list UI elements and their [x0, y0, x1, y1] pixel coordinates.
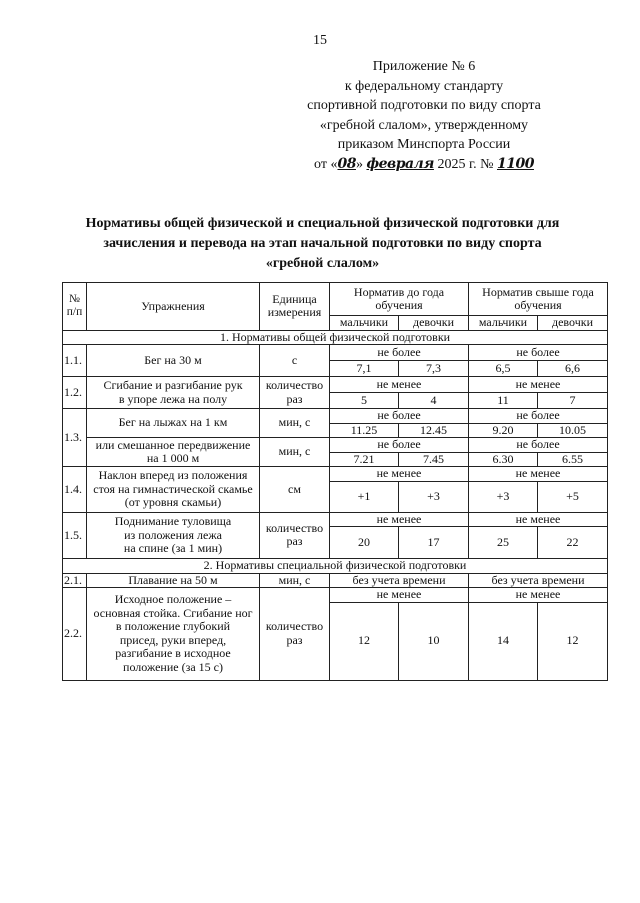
value-cell: 10 [399, 602, 469, 680]
condition-cell: не более [330, 438, 469, 453]
value-cell: 9.20 [469, 423, 538, 438]
condition-cell: не более [469, 438, 608, 453]
exercise-cell: Бег на лыжах на 1 км [87, 409, 260, 438]
value-cell: +3 [469, 481, 538, 512]
table-row [63, 573, 608, 588]
unit-cell: мин, с [260, 409, 330, 438]
header-girls: девочки [538, 316, 608, 331]
section-row [63, 559, 608, 574]
exercise-cell: Бег на 30 м [87, 345, 260, 377]
table-row [63, 345, 608, 361]
value-cell: 6.30 [469, 452, 538, 467]
appendix-header [274, 57, 574, 174]
unit-cell [260, 512, 330, 559]
value-cell: +3 [399, 481, 469, 512]
value-cell: 6.55 [538, 452, 608, 467]
value-cell: 25 [469, 527, 538, 559]
row-number: 1.4. [63, 467, 87, 513]
exercise-cell [87, 588, 260, 681]
section-row [63, 330, 608, 345]
row-number: 2.1. [63, 573, 87, 588]
value-cell: 20 [330, 527, 399, 559]
row-number: 2.2. [63, 588, 87, 681]
value-cell: 14 [469, 602, 538, 680]
condition-cell: не менее [469, 512, 608, 527]
row-number: 1.2. [63, 377, 87, 409]
exercise-cell [87, 512, 260, 559]
appendix-date-line [274, 155, 574, 175]
value-cell: 11.25 [330, 423, 399, 438]
table-row [63, 438, 608, 453]
exercise-line: на 1 000 м [146, 451, 200, 465]
condition-cell: не менее [330, 588, 469, 603]
date-mid: » [355, 156, 367, 172]
exercise-line: Наклон вперед из положения [98, 468, 248, 482]
value-cell: 17 [399, 527, 469, 559]
value-cell: 7 [538, 393, 608, 409]
exercise-cell [87, 438, 260, 467]
condition-cell: не менее [330, 512, 469, 527]
header-row [63, 283, 608, 316]
row-number: 1.3. [63, 409, 87, 467]
value-cell: 11 [469, 393, 538, 409]
condition-cell: не менее [469, 467, 608, 482]
exercise-line: или смешанное передвижение [95, 437, 251, 452]
title-line: Нормативы общей физической и специальной физической подготовки для [85, 216, 560, 231]
value-cell: +1 [330, 481, 399, 512]
unit-cell [260, 588, 330, 681]
value-cell: 12.45 [399, 423, 469, 438]
section-title: 2. Нормативы специальной физической подготовки [63, 559, 608, 574]
condition-cell: не более [330, 409, 469, 424]
exercise-line: положение (за 15 с) [123, 659, 223, 674]
value-cell: 7.45 [399, 452, 469, 467]
exercise-line: Сгибание и разгибание рук [103, 378, 243, 392]
row-number: 1.1. [63, 345, 87, 377]
section-title: 1. Нормативы общей физической подготовки [63, 330, 608, 345]
value-cell: 7,3 [399, 361, 469, 377]
condition-cell: не более [469, 345, 608, 361]
table-row [63, 409, 608, 424]
exercise-line: Поднимание туловища [114, 514, 232, 528]
table-row [63, 467, 608, 482]
value-cell: 5 [330, 393, 399, 409]
exercise-line: на спине (за 1 мин) [123, 541, 223, 555]
appendix-line: «гребной слалом», утвержденному [319, 117, 529, 133]
header-group-1: Норматив до года обучения [330, 283, 469, 316]
condition-cell: не менее [330, 467, 469, 482]
appendix-line: Приложение № 6 [372, 59, 476, 74]
value-cell: 22 [538, 527, 608, 559]
row-number: 1.5. [63, 512, 87, 559]
table-row [63, 588, 608, 603]
value-cell: 6,6 [538, 361, 608, 377]
condition-cell: не более [469, 409, 608, 424]
title-line: «гребной слалом» [265, 256, 380, 271]
date-day: 08 [337, 155, 356, 172]
value-cell: 10.05 [538, 423, 608, 438]
exercise-line: разгибание в исходное [115, 646, 231, 661]
exercise-line: стоя на гимнастической скамье [93, 481, 253, 496]
appendix-line: к федеральному стандарту [344, 78, 504, 94]
table-row [63, 377, 608, 393]
unit-line: раз [286, 534, 303, 549]
document-title [60, 214, 585, 274]
condition-cell: не менее [469, 377, 608, 393]
header-girls: девочки [399, 316, 469, 331]
order-number: 1100 [496, 155, 534, 172]
unit-line: раз [286, 391, 303, 406]
unit-line: количество [265, 378, 324, 392]
unit-cell: мин, с [260, 438, 330, 467]
value-cell: 4 [399, 393, 469, 409]
header-exercise: Упражнения [87, 283, 260, 331]
table-row [63, 512, 608, 527]
unit-line: количество [265, 520, 324, 535]
value-cell: без учета времени [330, 573, 469, 588]
exercise-cell: Плавание на 50 м [87, 573, 260, 588]
header-boys: мальчики [469, 316, 538, 331]
value-cell: 7.21 [330, 452, 399, 467]
value-cell: без учета времени [469, 573, 608, 588]
exercise-line: в положение глубокий [115, 619, 231, 634]
value-cell: +5 [538, 481, 608, 512]
condition-cell: не более [330, 345, 469, 361]
header-boys: мальчики [330, 316, 399, 331]
appendix-line: спортивной подготовки по виду спорта [307, 98, 541, 113]
unit-cell: см [260, 467, 330, 513]
exercise-line: из положения лежа [124, 527, 222, 542]
unit-cell: с [260, 345, 330, 377]
page-number: 15 [313, 33, 327, 48]
header-unit: Единица измерения [260, 283, 330, 331]
condition-cell: не менее [330, 377, 469, 393]
exercise-line: (от уровня скамьи) [124, 495, 222, 509]
exercise-line: в упоре лежа на полу [118, 391, 228, 406]
norms-table [62, 282, 608, 681]
exercise-line: Исходное положение – [114, 592, 232, 607]
title-line: зачисления и перевода на этап начальной подготовки по виду спорта [103, 236, 542, 251]
exercise-cell [87, 377, 260, 409]
value-cell: 6,5 [469, 361, 538, 377]
exercise-cell [87, 467, 260, 513]
date-year: 2025 г. № [433, 156, 497, 172]
exercise-line: основная стойка. Сгибание ног [93, 605, 253, 620]
unit-cell: мин, с [260, 573, 330, 588]
value-cell: 12 [538, 602, 608, 680]
date-prefix: от « [314, 156, 338, 172]
appendix-line: приказом Минспорта России [337, 137, 511, 152]
date-month: февраля [366, 155, 434, 172]
header-num: № п/п [63, 283, 87, 331]
unit-line: раз [286, 632, 303, 647]
exercise-line: присед, руки вперед, [119, 632, 227, 647]
value-cell: 12 [330, 602, 399, 680]
condition-cell: не менее [469, 588, 608, 603]
unit-cell [260, 377, 330, 409]
unit-line: количество [265, 619, 324, 634]
header-group-2: Норматив свыше года обучения [469, 283, 608, 316]
value-cell: 7,1 [330, 361, 399, 377]
